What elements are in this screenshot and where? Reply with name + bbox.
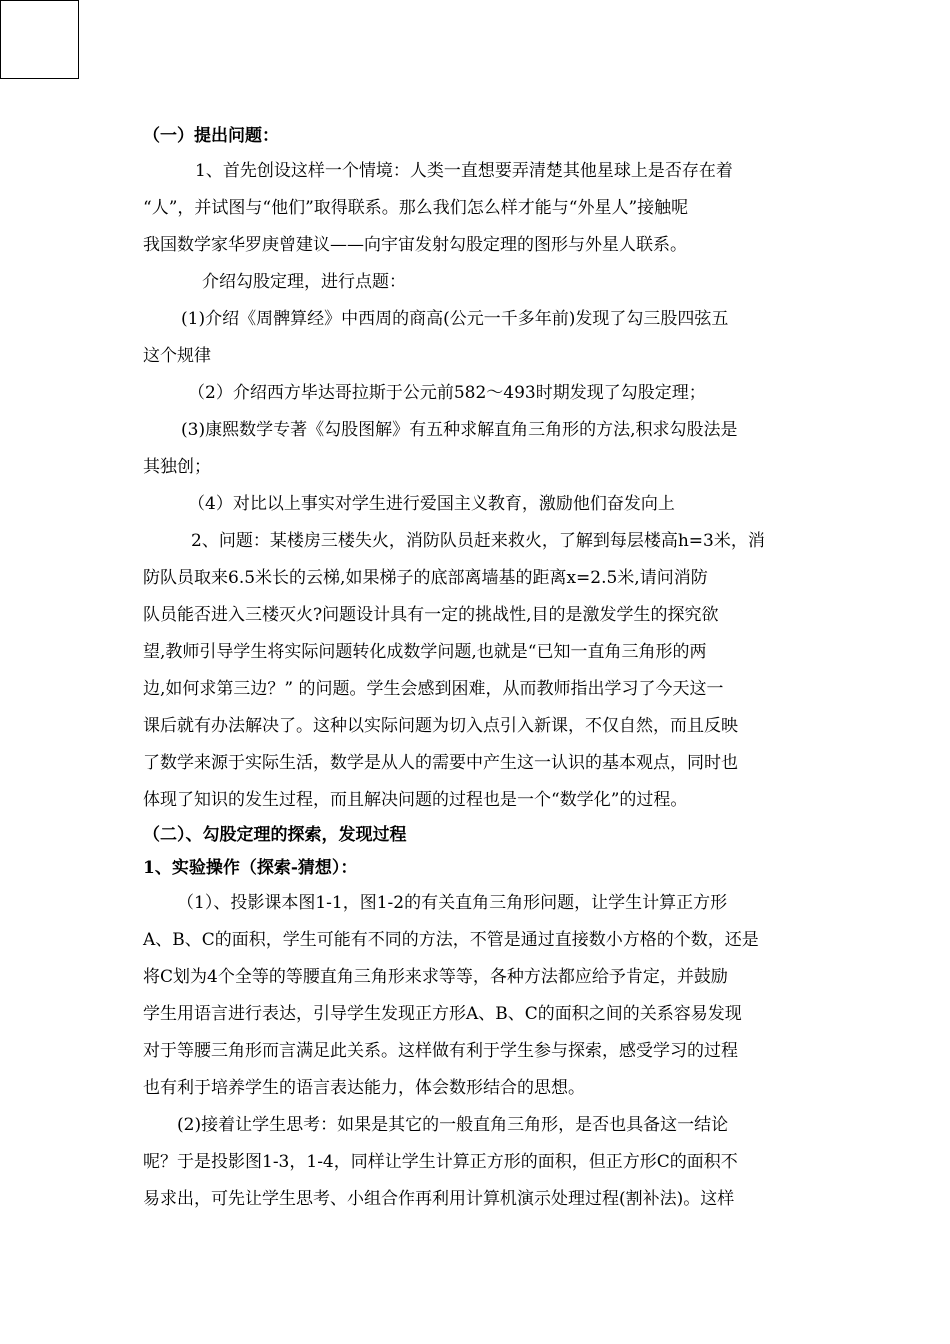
text-line: (3)康熙数学专著《勾股图解》有五种求解直角三角形的方法,积求勾股法是 (181, 420, 738, 440)
text-line: （1）、投影课本图1-1，图1-2的有关直角三角形问题，让学生计算正方形 (177, 893, 728, 913)
text-line: 课后就有办法解决了。这种以实际问题为切入点引入新课，不仅自然，而且反映 (143, 716, 738, 736)
text-line: 队员能否进入三楼灭火?问题设计具有一定的挑战性,目的是激发学生的探究欲 (143, 605, 719, 625)
text-line: A、B、C的面积，学生可能有不同的方法，不管是通过直接数小方格的个数，还是 (143, 930, 759, 950)
text-line: 也有利于培养学生的语言表达能力，体会数形结合的思想。 (143, 1078, 585, 1098)
section-heading: 1、实验操作（探索-猜想）： (143, 858, 358, 878)
text-line: 介绍勾股定理，进行点题： (202, 272, 406, 292)
text-line: 易求出，可先让学生思考、小组合作再利用计算机演示处理过程(割补法)。这样 (143, 1189, 735, 1209)
text-line: 体现了知识的发生过程，而且解决问题的过程也是一个“数学化”的过程。 (143, 790, 688, 810)
corner-frame (0, 0, 79, 79)
text-line: 呢？于是投影图1-3，1-4，同样让学生计算正方形的面积，但正方形C的面积不 (143, 1152, 738, 1172)
text-line: 了数学来源于实际生活，数学是从人的需要中产生这一认识的基本观点，同时也 (143, 753, 738, 773)
text-line: (1)介绍《周髀算经》中西周的商高(公元一千多年前)发现了勾三股四弦五 (181, 309, 729, 329)
text-line: 1、首先创设这样一个情境：人类一直想要弄清楚其他星球上是否存在着 (195, 161, 733, 181)
text-line: (2)接着让学生思考：如果是其它的一般直角三角形，是否也具备这一结论 (177, 1115, 729, 1135)
text-line: 望,教师引导学生将实际问题转化成数学问题,也就是“已知一直角三角形的两 (143, 642, 707, 662)
text-line: （4）对比以上事实对学生进行爱国主义教育，激励他们奋发向上 (188, 494, 675, 514)
text-line: “人”，并试图与“他们”取得联系。那么我们怎么样才能与“外星人”接触呢 (143, 198, 689, 218)
text-line: 将C划为4个全等的等腰直角三角形来求等等，各种方法都应给予肯定，并鼓励 (143, 967, 728, 987)
section-heading: （一）提出问题： (143, 126, 279, 146)
text-line: 这个规律 (143, 346, 211, 366)
text-line: 防队员取来6.5米长的云梯,如果梯子的底部离墙基的距离x=2.5米,请问消防 (143, 568, 708, 588)
text-line: 边,如何求第三边？” 的问题。学生会感到困难，从而教师指出学习了今天这一 (143, 679, 724, 699)
section-heading: （二）、勾股定理的探索，发现过程 (143, 825, 407, 845)
text-line: 对于等腰三角形而言满足此关系。这样做有利于学生参与探索，感受学习的过程 (143, 1041, 738, 1061)
text-line: 我国数学家华罗庚曾建议——向宇宙发射勾股定理的图形与外星人联系。 (143, 235, 687, 255)
text-line: 2、问题：某楼房三楼失火，消防队员赶来救火，了解到每层楼高h=3米，消 (191, 531, 765, 551)
document-body (143, 120, 813, 1218)
text-line: 学生用语言进行表达，引导学生发现正方形A、B、C的面积之间的关系容易发现 (143, 1004, 742, 1024)
text-line: （2）介绍西方毕达哥拉斯于公元前582～493时期发现了勾股定理； (188, 383, 706, 403)
text-line: 其独创； (143, 457, 211, 477)
